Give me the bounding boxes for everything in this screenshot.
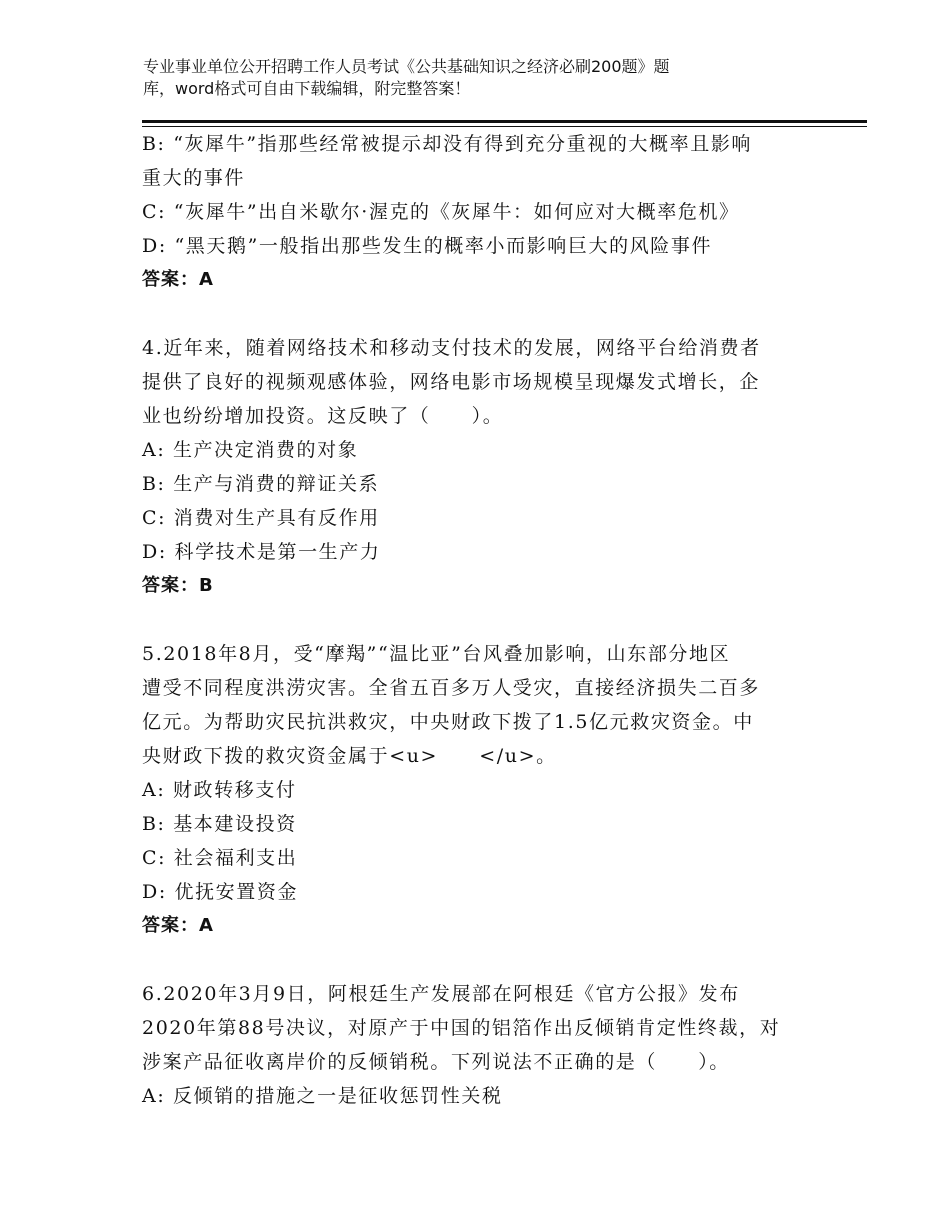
q4-option-c: C: 消费对生产具有反作用 [142,507,380,529]
q5-answer: 答案：A [142,915,214,936]
q5-stem-line-1: 5.2018年8月，受“摩羯”“温比亚”台风叠加影响，山东部分地区 [142,643,731,665]
question-3-continuation [142,127,822,297]
q4-answer: 答案：B [142,575,214,596]
document-body [142,127,822,1113]
header-rule-thick [142,120,867,123]
spacer [142,943,822,977]
q5-option-c: C: 社会福利支出 [142,847,298,869]
q5-stem-line-4: 央财政下拨的救灾资金属于<u> </u>。 [142,745,557,767]
question-5 [142,637,822,943]
q5-option-d: D: 优抚安置资金 [142,881,299,903]
q6-stem-line-1: 6.2020年3月9日，阿根廷生产发展部在阿根廷《官方公报》发布 [142,983,740,1005]
q6-stem-line-2: 2020年第88号决议，对原产于中国的铝箔作出反倾销肯定性终裁，对 [142,1017,781,1039]
page-header [143,56,783,100]
q3-option-c: C: “灰犀牛”出自米歇尔·渥克的《灰犀牛：如何应对大概率危机》 [142,201,740,223]
question-6 [142,977,822,1113]
q5-option-b: B: 基本建设投资 [142,813,297,835]
q3-option-d: D: “黑天鹅”一般指出那些发生的概率小而影响巨大的风险事件 [142,235,713,257]
q4-stem-line-3: 业也纷纷增加投资。这反映了（ ）。 [142,405,504,427]
q6-stem-line-3: 涉案产品征收离岸价的反倾销税。下列说法不正确的是（ ）。 [142,1051,730,1073]
question-4 [142,331,822,603]
header-line-1: 专业事业单位公开招聘工作人员考试《公共基础知识之经济必刷200题》题 [143,57,670,76]
q3-answer: 答案：A [142,269,214,290]
q4-option-a: A: 生产决定消费的对象 [142,439,359,461]
q6-option-a: A: 反倾销的措施之一是征收惩罚性关税 [142,1085,503,1107]
q4-stem-line-1: 4.近年来，随着网络技术和移动支付技术的发展，网络平台给消费者 [142,337,761,359]
q5-stem-line-2: 遭受不同程度洪涝灾害。全省五百多万人受灾，直接经济损失二百多 [142,677,761,699]
spacer [142,603,822,637]
q3-option-b-line-1: B: “灰犀牛”指那些经常被提示却没有得到充分重视的大概率且影响 [142,133,753,155]
spacer [142,297,822,331]
q4-option-b: B: 生产与消费的辩证关系 [142,473,380,495]
q4-option-d: D: 科学技术是第一生产力 [142,541,381,563]
q4-stem-line-2: 提供了良好的视频观感体验，网络电影市场规模呈现爆发式增长，企 [142,371,761,393]
q3-option-b-line-2: 重大的事件 [142,167,246,189]
q5-option-a: A: 财政转移支付 [142,779,297,801]
q5-stem-line-3: 亿元。为帮助灾民抗洪救灾，中央财政下拨了1.5亿元救灾资金。中 [142,711,754,733]
header-line-2: 库，word格式可自由下载编辑，附完整答案！ [143,79,471,98]
